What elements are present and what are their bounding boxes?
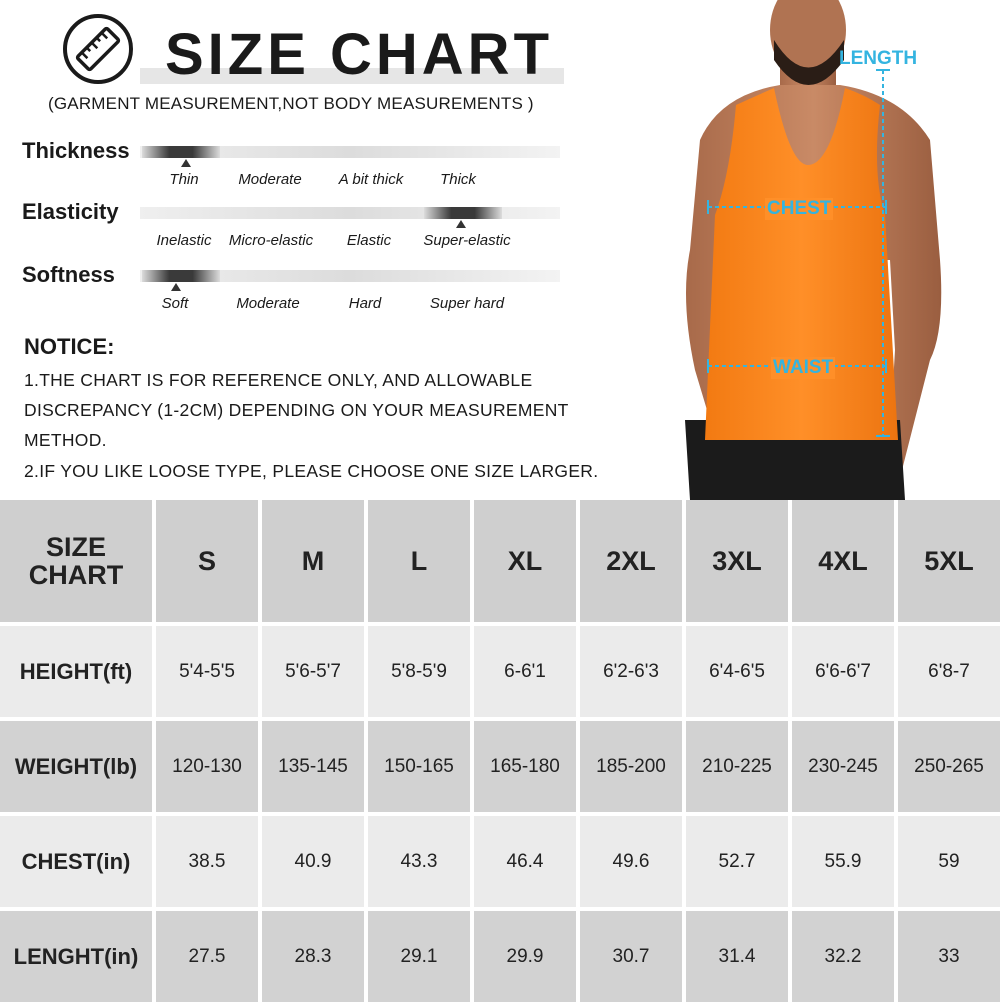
table-corner-header — [0, 500, 152, 622]
table-cell: 5'8-5'9 — [368, 626, 470, 717]
length-measurement-label: LENGTH — [839, 48, 918, 69]
elasticity-option-inelastic: Inelastic — [156, 232, 212, 249]
thickness-option-moderate: Moderate — [238, 171, 302, 188]
thickness-level-indicator — [142, 146, 220, 158]
softness-option-moderate: Moderate — [236, 295, 300, 312]
size-header: XL — [474, 500, 576, 622]
size-header: 5XL — [898, 500, 1000, 622]
table-cell: 46.4 — [474, 816, 576, 907]
table-cell: 59 — [898, 816, 1000, 907]
table-cell: 49.6 — [580, 816, 682, 907]
page-title: SIZE CHART — [165, 22, 553, 87]
thickness-label: Thickness — [22, 138, 130, 163]
table-cell: 120-130 — [156, 721, 258, 812]
elasticity-option-super-elastic: Super-elastic — [423, 232, 511, 249]
elasticity-pointer-icon — [456, 220, 466, 228]
table-cell: 30.7 — [580, 911, 682, 1002]
notice-title: NOTICE: — [24, 334, 115, 359]
table-cell: 5'6-5'7 — [262, 626, 364, 717]
model-photo — [640, 0, 1000, 500]
softness-option-soft: Soft — [161, 295, 189, 312]
size-header: 3XL — [686, 500, 788, 622]
row-label-weight: WEIGHT(lb) — [0, 721, 152, 812]
row-label-height: HEIGHT(ft) — [0, 626, 152, 717]
table-cell: 52.7 — [686, 816, 788, 907]
page-subtitle: (GARMENT MEASUREMENT,NOT BODY MEASUREMENTS ) — [48, 94, 534, 113]
table-cell: 165-180 — [474, 721, 576, 812]
table-cell: 185-200 — [580, 721, 682, 812]
table-cell: 33 — [898, 911, 1000, 1002]
table-cell: 43.3 — [368, 816, 470, 907]
softness-option-hard: Hard — [348, 295, 382, 312]
thickness-pointer-icon — [181, 159, 191, 167]
table-cell: 230-245 — [792, 721, 894, 812]
notice-line: METHOD. — [24, 430, 107, 450]
table-cell: 5'4-5'5 — [156, 626, 258, 717]
size-header: 4XL — [792, 500, 894, 622]
table-cell: 31.4 — [686, 911, 788, 1002]
thickness-option-a-bit-thick: A bit thick — [338, 171, 404, 188]
softness-pointer-icon — [171, 283, 181, 291]
size-header: L — [368, 500, 470, 622]
table-cell: 38.5 — [156, 816, 258, 907]
corner-line: SIZE — [45, 532, 106, 562]
ruler-icon — [67, 18, 129, 80]
table-cell: 40.9 — [262, 816, 364, 907]
table-cell: 29.1 — [368, 911, 470, 1002]
elasticity-option-micro-elastic: Micro-elastic — [228, 232, 314, 249]
elasticity-level-indicator — [424, 207, 502, 219]
size-header: M — [262, 500, 364, 622]
model-illustration — [640, 0, 1000, 500]
size-header: 2XL — [580, 500, 682, 622]
table-cell: 150-165 — [368, 721, 470, 812]
table-cell: 6'2-6'3 — [580, 626, 682, 717]
table-cell: 135-145 — [262, 721, 364, 812]
row-label-length: LENGHT(in) — [0, 911, 152, 1002]
chest-measurement-label: CHEST — [767, 198, 832, 219]
corner-line: CHART — [28, 560, 124, 590]
size-table — [0, 500, 1000, 1000]
size-header: S — [156, 500, 258, 622]
softness-level-indicator — [142, 270, 220, 282]
notice-line: 1.THE CHART IS FOR REFERENCE ONLY, AND ALLOWABLE — [24, 370, 533, 390]
table-cell: 6'8-7 — [898, 626, 1000, 717]
table-cell: 28.3 — [262, 911, 364, 1002]
thickness-option-thin: Thin — [169, 171, 199, 188]
notice-line: 2.IF YOU LIKE LOOSE TYPE, PLEASE CHOOSE ONE SIZE LARGER. — [24, 461, 599, 481]
table-cell: 27.5 — [156, 911, 258, 1002]
table-cell: 210-225 — [686, 721, 788, 812]
softness-option-super-hard: Super hard — [429, 295, 505, 312]
table-cell: 6'4-6'5 — [686, 626, 788, 717]
elasticity-label: Elasticity — [22, 199, 119, 224]
notice-line: DISCREPANCY (1-2CM) DEPENDING ON YOUR MEASUREMENT — [24, 400, 569, 420]
table-cell: 29.9 — [474, 911, 576, 1002]
table-cell: 250-265 — [898, 721, 1000, 812]
table-cell: 55.9 — [792, 816, 894, 907]
thickness-option-thick: Thick — [440, 171, 476, 188]
table-cell: 6'6-6'7 — [792, 626, 894, 717]
table-cell: 32.2 — [792, 911, 894, 1002]
ruler-logo — [63, 14, 133, 84]
waist-measurement-label: WAIST — [773, 357, 834, 378]
elasticity-option-elastic: Elastic — [346, 232, 392, 249]
row-label-chest: CHEST(in) — [0, 816, 152, 907]
table-cell: 6-6'1 — [474, 626, 576, 717]
softness-label: Softness — [22, 262, 115, 287]
